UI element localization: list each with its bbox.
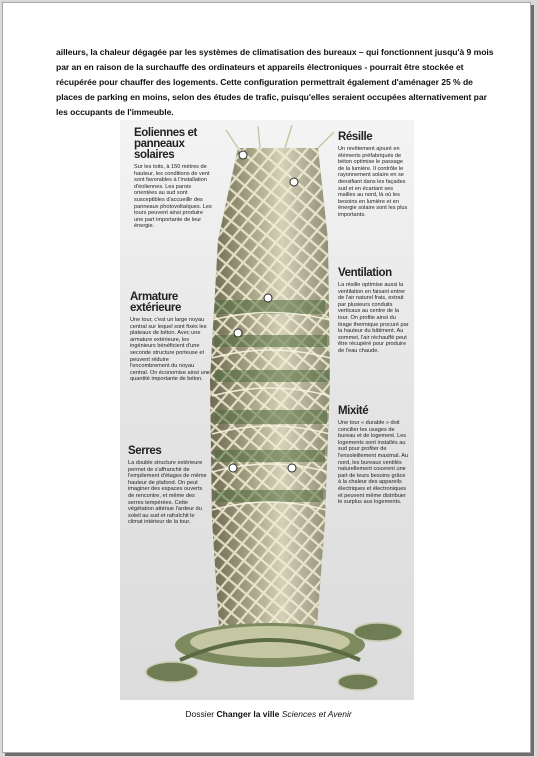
caption-prefix: Dossier <box>185 709 217 719</box>
label-serres <box>128 446 210 526</box>
label-resille <box>338 132 410 219</box>
label-serres-text: La double structure extérieure permet de s'affranchir de l'empilement d'étages de même hauteur de plafond. On peut imaginer des espaces ouverts de rencontre, et même des serres tempérées. Cette végétation atténue l'ardeur du soleil au sud et rafraîchit le climat intérieur de la tour. <box>128 460 207 526</box>
label-serres-title: Serres <box>128 445 162 457</box>
figure-caption <box>0 709 537 719</box>
tower-body <box>210 125 334 643</box>
label-eoliennes-title: Eoliennes et panneaux solaires <box>134 127 197 161</box>
label-mixite-title: Mixité <box>338 405 369 417</box>
label-ventilation-title: Ventilation <box>338 267 392 279</box>
label-armature <box>130 292 210 383</box>
intro-paragraph: ailleurs, la chaleur dégagée par les systèmes de climatisation des bureaux – qui fonctionnent jusqu'à 9 mois par an en raison de la surchauffe des ordinateurs et appareils électroniques - pourrait être stockée et récupérée pour chauffer des logements. Cette configuration permettrait également d'aménager 25 % de places de parking en moins, selon des études de trafic, puisqu'elles seraient occupées alternativement par les occupants de l'immeuble. <box>56 47 494 117</box>
label-armature-text: Une tour, c'est un large noyau central sur lequel sont fixés les plateaux de béton. Avec une armature extérieure, les ingénieurs bénéficient d'une seconde structure porteuse et peuvent réduire l'encombrement du noyau central. On économise ainsi une quantité importante de béton. <box>130 317 210 383</box>
label-resille-text: Un revêtement ajouré en éléments préfabriqués de béton optimise le passage de la lumière. Il contrôle le rayonnement solaire en se densifiant dans les façades sud et en écartant ses mailles au nord, là où les besoins en lumière et en énergie solaire sont les plus importants. <box>338 146 408 218</box>
label-resille-title: Résille <box>338 131 373 143</box>
tower-illustration <box>120 120 414 700</box>
label-mixite-text: Une tour « durable » doit concilier les usages de bureau et de logement. Les logements sont installés au sud pour profiter de l'ensoleillement maximal. Au nord, les bureaux ventilés naturellement couvrent une part de leurs besoins grâce à la chaleur des appareils électriques et électroniques et peuvent même distribuer le surplus aux logements. <box>338 420 409 506</box>
caption-italic: Sciences et Avenir <box>281 709 352 719</box>
label-eoliennes-text: Sur les toits, à 150 mètres de hauteur, les conditions de vent sont favorables à l'installation d'éoliennes. Les parois orientées au sud sont susceptibles d'accueillir des panneaux photovoltaïques. Les tours peuvent ainsi produire une part importante de leur énergie. <box>134 164 212 230</box>
label-armature-title: Armature extérieure <box>130 291 181 314</box>
label-ventilation <box>338 268 410 355</box>
caption-bold: Changer la ville <box>216 709 280 719</box>
label-mixite <box>338 406 410 506</box>
label-eoliennes <box>134 128 212 230</box>
label-ventilation-text: La résille optimise aussi la ventilation en faisant entrer de l'air naturel frais, extrait par plusieurs conduits verticaux au centre de la tour. On profite ainsi du tirage thermique procuré par la hauteur du bâtiment. Au sommet, l'air réchauffé peut être récupéré pour produire de l'eau chaude. <box>338 282 409 354</box>
